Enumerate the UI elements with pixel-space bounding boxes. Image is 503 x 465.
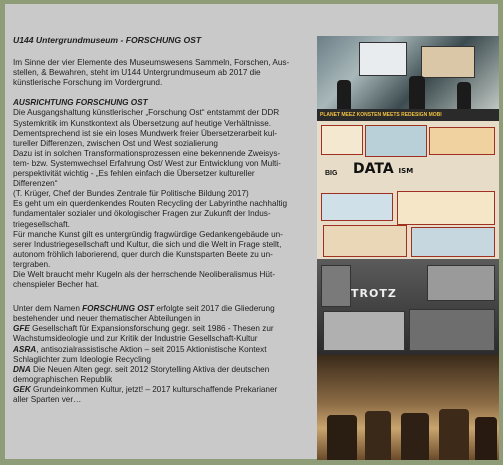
group-list <box>13 324 309 405</box>
section-line: serer Industriegesellschaft und Kultur, die sich und die Welt in Frage stellt, <box>13 239 282 249</box>
section-line: Dementsprechend ist sie ein loses Mundwerk freier Übersetzerarbeit kul- <box>13 128 277 138</box>
section-line: autonom fröhlich laborierend, quer durch die Kunstsparten Beete zu un- <box>13 249 273 259</box>
group-item-dna: DNA Die Neuen Alten gegr. seit 2012 Storytelling Aktiva der deutschen <box>13 364 270 374</box>
section-heading: AUSRICHTUNG FORSCHUNG OST <box>13 98 148 108</box>
section-line: tureller Differenzen, zwischen Ost und West sozialierung <box>13 138 218 148</box>
page-title: U144 Untergrundmuseum - FORSCHUNG OST <box>13 35 202 45</box>
lecture-photo <box>317 36 499 109</box>
group-item-gek: GEK Grundeinkommen Kultur, jetzt! – 2017 kulturschaffende Prekarianer <box>13 384 278 394</box>
group-item-gfe-cont: Wachstumsideologie und zur Kritik der Industrie Gesellschaft-Kultur <box>13 334 258 344</box>
group-item-asra-cont: Schlaglichter zum Ideologie Recycling <box>13 354 151 364</box>
section-line: tergraben. <box>13 259 51 269</box>
section-line: perspektivität wichtig - „Es fehlen einfach die Übersetzer kultureller <box>13 169 255 179</box>
section-line: Die Ausgangshaltung künstlerischer „Forschung Ost“ entstammt der DDR <box>13 108 280 118</box>
image-column <box>317 36 499 460</box>
section-line: chenspieler Becher hat. <box>13 280 100 290</box>
poster-banner: PLANET MEEZ KONSTEN MEETS REDESIGN MOBI <box>317 109 499 121</box>
section-line: Dazu ist in solchen Transformationsprozessen eine bekennende Zweisys- <box>13 148 281 158</box>
trotz-collage <box>317 259 499 355</box>
groups-intro: Unter dem Namen FORSCHUNG OST erfolgte seit 2017 die Gliederung <box>13 304 275 314</box>
section-line: tem- bzw. Systemwechsel Erfahrung Ost/ West zur Entwicklung von Multi- <box>13 158 281 168</box>
section-line: fundamentaler sozialer und ökologischer Fragen zur Zukunft der Indus- <box>13 209 271 219</box>
big-data-poster <box>317 109 499 259</box>
section-line: triegesellschaft. <box>13 219 70 229</box>
text-column <box>13 35 309 405</box>
section-line: Systemkritik im Kunstkontext als Übersetzung auf heutige Verhältnisse. <box>13 118 272 128</box>
group-item-gfe: GFE Gesellschaft für Expansionsforschung gegr. seit 1986 - Thesen zur <box>13 324 274 334</box>
groups-intro-line: bestehender und neuer thematischer Abteilungen in <box>13 314 201 324</box>
audience-photo <box>317 355 499 460</box>
section-body <box>13 108 309 290</box>
group-item-gek-cont: aller Sparten ver… <box>13 395 82 404</box>
group-item-dna-cont: demographischen Republik <box>13 374 113 384</box>
section-line: Es geht um ein querdenkendes Routen Recycling der Labyrinthe nachhaltig <box>13 199 288 209</box>
section-line: Differenzen“ <box>13 179 58 189</box>
intro-line: künstlerische Forschung im Vordergrund. <box>13 78 163 88</box>
group-item-asra: ASRA, antisozialrassistische Aktion – seit 2015 Aktionistische Kontext <box>13 344 267 354</box>
trotz-word: TROTZ <box>351 287 397 300</box>
section-line: (T. Krüger, Chef der Bundes Zentrale für Politische Bildung 2017) <box>13 189 249 199</box>
section-line: Für manche Kunst gilt es untergründig fragwürdige Gedankengebäude un- <box>13 229 283 239</box>
content-panel <box>5 4 498 459</box>
intro-line: Im Sinne der vier Elemente des Museumswesens Sammeln, Forschen, Aus- <box>13 58 290 68</box>
poster-big-label: BIG <box>325 170 338 177</box>
intro-line: stellen, & Bewahren, steht im U144 Untergrundmuseum ab 2017 die <box>13 68 261 78</box>
section-line: Die Welt braucht mehr Kugeln als der herrschende Neoliberalismus Hüt- <box>13 269 275 279</box>
poster-data-label: DATA ISM <box>353 161 414 177</box>
